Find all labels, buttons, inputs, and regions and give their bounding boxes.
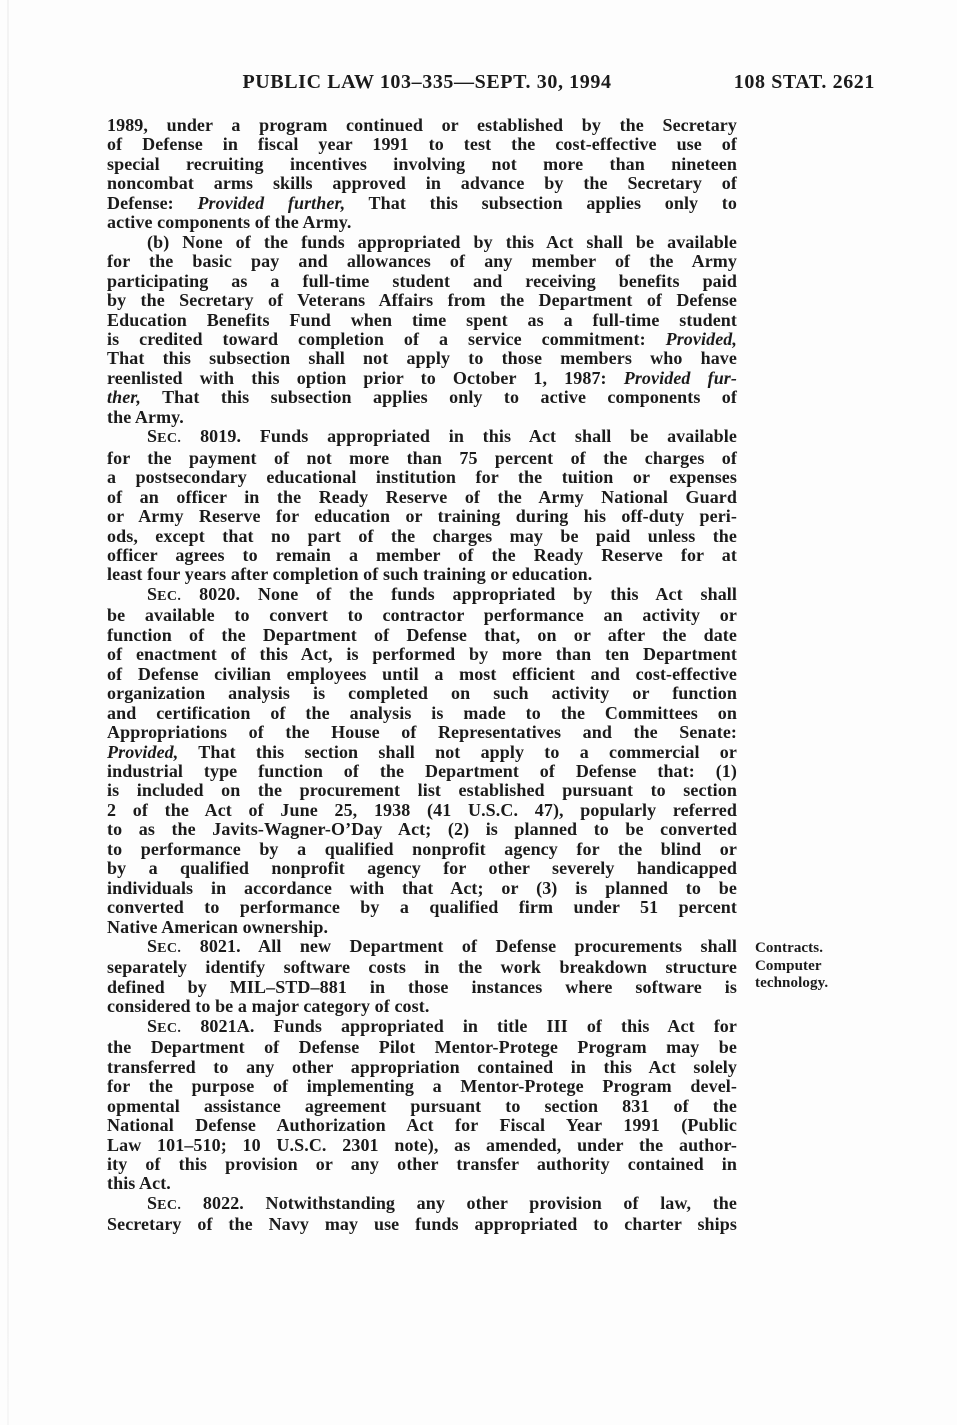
text-line [107,449,737,468]
text-line [107,527,737,546]
text-line [107,213,737,232]
text-run: ods, except that no part of the charges may be paid unless the [107,525,737,546]
text-line [107,723,737,742]
text-run: 8021A. Funds appropriated in title III of this Act for [181,1015,737,1036]
italic-text-run: Provided further, [197,192,346,213]
text-line [107,252,737,271]
text-run: the Army. [107,406,184,427]
smallcaps-text-run: EC. [157,1019,182,1036]
text-line [107,997,737,1016]
text-line [107,1215,737,1234]
text-run: Education Benefits Fund when time spent as a full-time student [107,309,737,330]
text-run: That this subsection applies only to active components of [141,387,737,408]
text-run: by the Secretary of Veterans Affairs from the Department of Defense [107,290,737,311]
text-line [107,840,737,859]
margin-note-line: technology. [755,975,829,992]
text-line [107,174,737,193]
text-line [107,606,737,625]
text-run: Law 101–510; 10 U.S.C. 2301 note), as amended, under the author- [107,1134,737,1155]
text-run: this Act. [107,1173,171,1194]
text-run: S [147,583,158,604]
text-line [107,155,737,174]
text-line [107,233,737,252]
text-line [107,427,737,448]
text-run: 8020. None of the funds appropriated by this Act shall [181,583,737,604]
margin-note [755,940,885,993]
text-run: separately identify software costs in the work breakdown structure [107,957,737,978]
text-line [107,488,737,507]
text-line [107,801,737,820]
text-run: Native American ownership. [107,916,329,937]
text-line [107,311,737,330]
text-line [107,369,737,388]
paragraph-6 [107,1017,737,1194]
text-run: a postsecondary educational institution for the tuition or expenses [107,467,737,488]
text-run: converted to performance by a qualified firm under 51 percent [107,897,737,918]
margin-note-line: Computer [755,957,822,974]
paragraph-4 [107,585,737,937]
text-run: industrial type function of the Department of Defense that: (1) [107,760,737,781]
text-run: (b) None of the funds appropriated by this Act shall be available [147,231,737,252]
text-run: participating as a full-time student and receiving benefits paid [107,270,737,291]
text-run: individuals in accordance with that Act; or (3) is planned to be [107,877,737,898]
text-line [107,958,737,977]
text-run: Secretary of the Navy may use funds appropriated to charter ships [107,1214,737,1235]
text-line [107,1038,737,1057]
text-run: That this subsection applies only to [345,192,738,213]
text-line [107,1155,737,1174]
text-line [107,330,737,349]
text-run: for the purpose of implementing a Mentor-Protege Program devel- [107,1076,737,1097]
text-run: S [147,426,158,447]
text-run: and certification of the analysis is made to the Committees on [107,702,737,723]
text-line [107,135,737,154]
text-line [107,898,737,917]
text-run: considered to be a major category of cost. [107,996,430,1017]
text-line [107,349,737,368]
text-run: ity of this provision or any other transfer authority contained in [107,1154,737,1175]
paragraph-2 [107,233,737,428]
text-line [107,859,737,878]
smallcaps-text-run: EC. [157,587,182,604]
text-line [107,1077,737,1096]
text-line [107,388,737,407]
text-line [107,116,737,135]
text-run: of an officer in the Ready Reserve of the Army National Guard [107,486,737,507]
text-run: 2 of the Act of June 25, 1938 (41 U.S.C. 47), popularly referred [107,799,737,820]
text-run: of Defense civilian employees until a most efficient and cost-effective [107,663,737,684]
text-run: 8021. All new Department of Defense procurements shall [181,936,737,957]
text-run: That this section shall not apply to a commercial or [178,741,737,762]
text-line [107,546,737,565]
text-line [107,704,737,723]
smallcaps-text-run: EC. [157,1196,182,1213]
text-run: least four years after completion of such training or education. [107,564,593,585]
text-line [107,291,737,310]
text-line [107,918,737,937]
scan-edge-artifact [7,0,9,1425]
text-run: to performance by a qualified nonprofit agency for the blind or [107,838,737,859]
text-run: for the payment of not more than 75 percent of the charges of [107,447,737,468]
paragraph-5 [107,936,829,1017]
text-run: defined by MIL–STD–881 in those instances where software is [107,976,737,997]
paragraph-3 [107,427,737,585]
document-body [107,115,829,1235]
text-line [107,507,737,526]
text-run: That this subsection shall not apply to those members who have [107,348,737,369]
text-line [107,879,737,898]
text-run: Appropriations of the House of Representatives and the Senate: [107,722,737,743]
italic-text-run: Provided, [107,741,179,762]
text-run: 1989, under a program continued or established by the Secretary [107,115,737,135]
text-run: of enactment of this Act, is performed by more than ten Department [107,644,737,665]
text-line [107,1136,737,1155]
text-run: active components of the Army. [107,212,352,233]
text-line [107,743,737,762]
text-line [107,626,737,645]
text-run: transferred to any other appropriation contained in this Act solely [107,1056,737,1077]
text-run: is credited toward completion of a service commitment: [107,328,666,349]
text-run: is included on the procurement list established pursuant to section [107,780,737,801]
text-line [107,1017,737,1038]
text-line [107,585,737,606]
italic-text-run: Provided fur- [623,367,737,388]
text-run: reenlisted with this option prior to October 1, 1987: [107,367,624,388]
text-line [107,665,737,684]
text-run: special recruiting incentives involving not more than nineteen [107,153,737,174]
text-line [107,1058,737,1077]
stat-number: 108 STAT. 2621 [733,71,875,93]
italic-text-run: Provided, [665,328,737,349]
text-run: opmental assistance agreement pursuant to section 831 of the [107,1095,737,1116]
text-line [107,194,737,213]
text-run: officer agrees to remain a member of the Ready Reserve for at [107,544,737,565]
smallcaps-text-run: EC. [157,430,182,447]
law-title: PUBLIC LAW 103–335—SEPT. 30, 1994 [242,71,612,93]
text-line [107,645,737,664]
page-header [0,71,957,95]
text-run: 8022. Notwithstanding any other provision of law, the [181,1192,737,1213]
paragraph-1 [107,116,737,233]
text-run: or Army Reserve for education or training during his off-duty peri- [107,506,737,527]
text-run: function of the Department of Defense that, on or after the date [107,624,737,645]
text-line [107,565,737,584]
text-run: S [147,1015,158,1036]
text-line [107,1097,737,1116]
italic-text-run: ther, [107,387,142,408]
text-line [107,272,737,291]
margin-note-line: Contracts. [755,940,824,957]
text-line [107,762,737,781]
text-run: noncombat arms skills approved in advance by the Secretary of [107,173,737,194]
text-run: to as the Javits-Wagner-O’Day Act; (2) is planned to be converted [107,819,737,840]
text-line [107,1194,737,1215]
text-line [107,820,737,839]
text-line [107,1116,737,1135]
text-run: by a qualified nonprofit agency for other severely handicapped [107,858,737,879]
text-line [107,781,737,800]
text-run: the Department of Defense Pilot Mentor-Protege Program may be [107,1037,737,1058]
paragraph-7 [107,1194,737,1235]
text-run: of Defense in fiscal year 1991 to test the cost-effective use of [107,134,737,155]
text-line [107,1174,737,1193]
text-run: organization analysis is completed on such activity or function [107,683,737,704]
text-run: National Defense Authorization Act for Fiscal Year 1991 (Public [107,1115,737,1136]
text-line [107,408,737,427]
text-run: for the basic pay and allowances of any member of the Army [107,251,737,272]
text-run: 8019. Funds appropriated in this Act shall be available [181,426,737,447]
text-run: S [147,936,158,957]
text-line [107,684,737,703]
text-run: be available to convert to contractor performance an activity or [107,605,737,626]
text-run: S [147,1192,158,1213]
text-line [107,978,737,997]
text-run: Defense: [107,192,198,213]
text-line [107,468,737,487]
text-line [107,937,737,958]
smallcaps-text-run: EC. [157,940,182,957]
